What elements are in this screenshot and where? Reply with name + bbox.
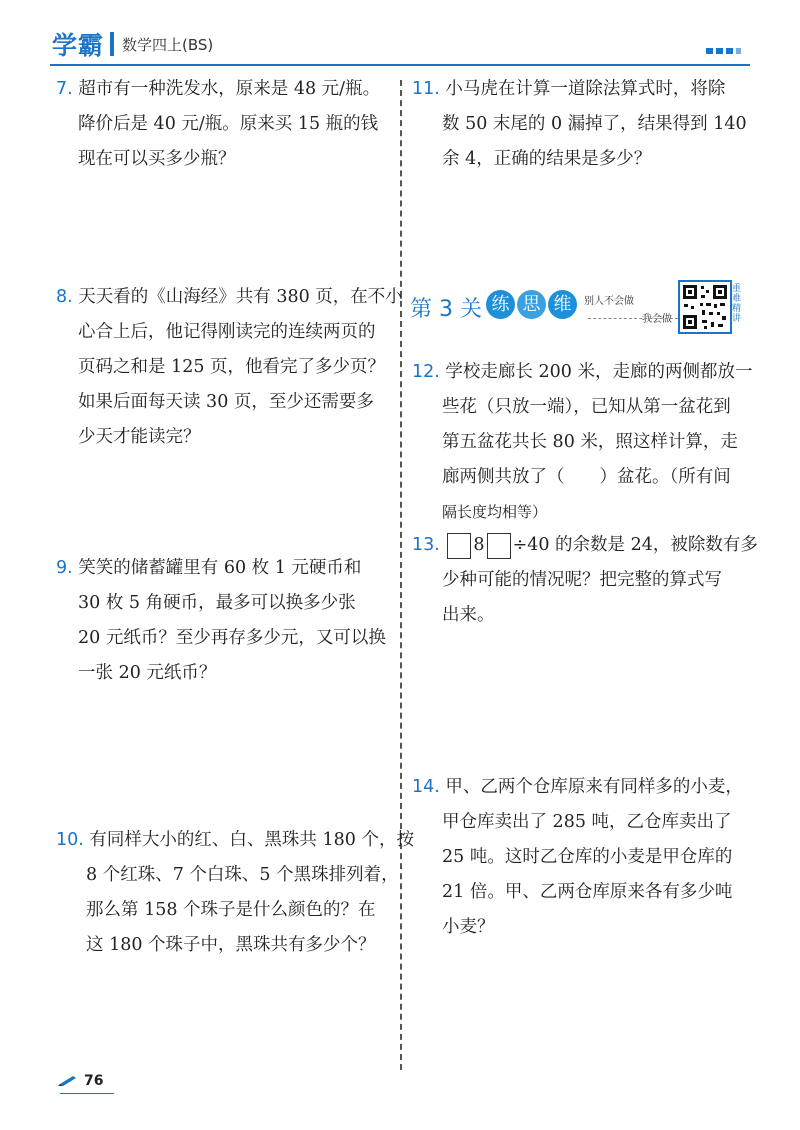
question-line: 30 枚 5 角硬币，最多可以换多少张 <box>78 593 356 613</box>
level-badge <box>486 290 577 319</box>
banner-note: 我会做 <box>642 314 672 325</box>
question-line: 超市有一种洗发水，原来是 48 元/瓶。 <box>78 79 381 99</box>
pencil-icon <box>58 1074 78 1086</box>
header-decor-squares <box>706 48 741 54</box>
question-line: 小马虎在计算一道除法算式时，将除 <box>445 79 726 99</box>
question-line: 一张 20 元纸币？ <box>78 663 217 683</box>
level-banner <box>410 282 750 328</box>
question-line: 余 4，正确的结果是多少？ <box>442 149 652 169</box>
question-10 <box>56 823 414 963</box>
question-line: 出来。 <box>442 605 495 625</box>
question-line: 小麦？ <box>442 917 495 937</box>
question-line: 数 50 末尾的 0 漏掉了，结果得到 140 <box>442 114 747 134</box>
header-rule <box>50 64 750 66</box>
brand-logo <box>52 26 213 62</box>
question-line: 现在可以买多少瓶？ <box>78 149 236 169</box>
question-line: 21 倍。甲、乙两仓库原来各有多少吨 <box>442 882 733 902</box>
question-line: 天天看的《山海经》共有 380 页，在不小 <box>78 287 403 307</box>
question-line: 甲、乙两个仓库原来有同样多的小麦， <box>445 777 743 797</box>
brand-name: 学霸 <box>52 31 105 60</box>
qr-caption: 重难精讲 <box>732 284 742 324</box>
question-line: 学校走廊长 200 米，走廊的两侧都放一 <box>445 362 753 382</box>
question-number: 14. <box>412 777 440 797</box>
question-line: 廊两侧共放了（ ）盆花。（所有间 <box>442 467 731 487</box>
badge-char: 练 <box>486 290 515 319</box>
book-subtitle: 数学四上(BS) <box>122 35 214 54</box>
question-line: 笑笑的储蓄罐里有 60 枚 1 元硬币和 <box>78 558 362 578</box>
question-line: 些花（只放一端），已知从第一盆花到 <box>442 397 731 417</box>
question-line: 甲仓库卖出了 285 吨，乙仓库卖出了 <box>442 812 732 832</box>
question-12 <box>412 355 752 530</box>
question-11 <box>412 72 747 177</box>
question-number: 11. <box>412 79 440 99</box>
dashed-arrow <box>588 318 678 319</box>
question-number: 13. <box>412 535 440 555</box>
qr-code-icon[interactable] <box>678 280 732 334</box>
question-line: 这 180 个珠子中，黑珠共有多少个？ <box>86 935 376 955</box>
logo-separator <box>110 32 114 56</box>
badge-char: 维 <box>548 290 577 319</box>
question-line: 降价后是 40 元/瓶。原来买 15 瓶的钱 <box>78 114 379 134</box>
question-13 <box>412 528 758 633</box>
answer-blank-box[interactable] <box>447 533 471 559</box>
question-line: 页码之和是 125 页，他看完了多少页？ <box>78 357 386 377</box>
question-line: 心合上后，他记得刚读完的连续两页的 <box>78 322 376 342</box>
question-8 <box>56 280 403 455</box>
question-line: 25 吨。这时乙仓库的小麦是甲仓库的 <box>442 847 733 867</box>
question-line: 第五盆花共长 80 米，照这样计算，走 <box>442 432 738 452</box>
question-line: 有同样大小的红、白、黑珠共 180 个，按 <box>89 830 414 850</box>
answer-blank-box[interactable] <box>487 533 511 559</box>
question-number: 9. <box>56 558 73 578</box>
question-line: 如果后面每天读 30 页，至少还需要多 <box>78 392 374 412</box>
page-header <box>0 0 800 70</box>
page-number: 76 <box>84 1073 104 1089</box>
question-7 <box>56 72 380 177</box>
question-line: 8 个红珠、7 个白珠、5 个黑珠排列着， <box>86 865 399 885</box>
level-title: 第 3 关 <box>410 297 482 322</box>
question-14 <box>412 770 743 945</box>
question-line: 那么第 158 个珠子是什么颜色的？在 <box>86 900 376 920</box>
question-line: 隔长度均相等） <box>442 503 548 521</box>
question-line: ÷40 的余数是 24，被除数有多 <box>512 535 758 555</box>
question-number: 12. <box>412 362 440 382</box>
question-number: 10. <box>56 830 84 850</box>
question-9 <box>56 551 386 691</box>
question-line: 20 元纸币？至少再存多少元，又可以换 <box>78 628 386 648</box>
badge-char: 思 <box>517 290 546 319</box>
given-digit: 8 <box>473 535 485 555</box>
footer-rule <box>60 1093 114 1094</box>
question-number: 8. <box>56 287 73 307</box>
question-line: 少天才能读完？ <box>78 427 201 447</box>
question-number: 7. <box>56 79 73 99</box>
question-line: 少种可能的情况呢？把完整的算式写 <box>442 570 722 590</box>
banner-note: 别人不会做 <box>584 296 634 307</box>
